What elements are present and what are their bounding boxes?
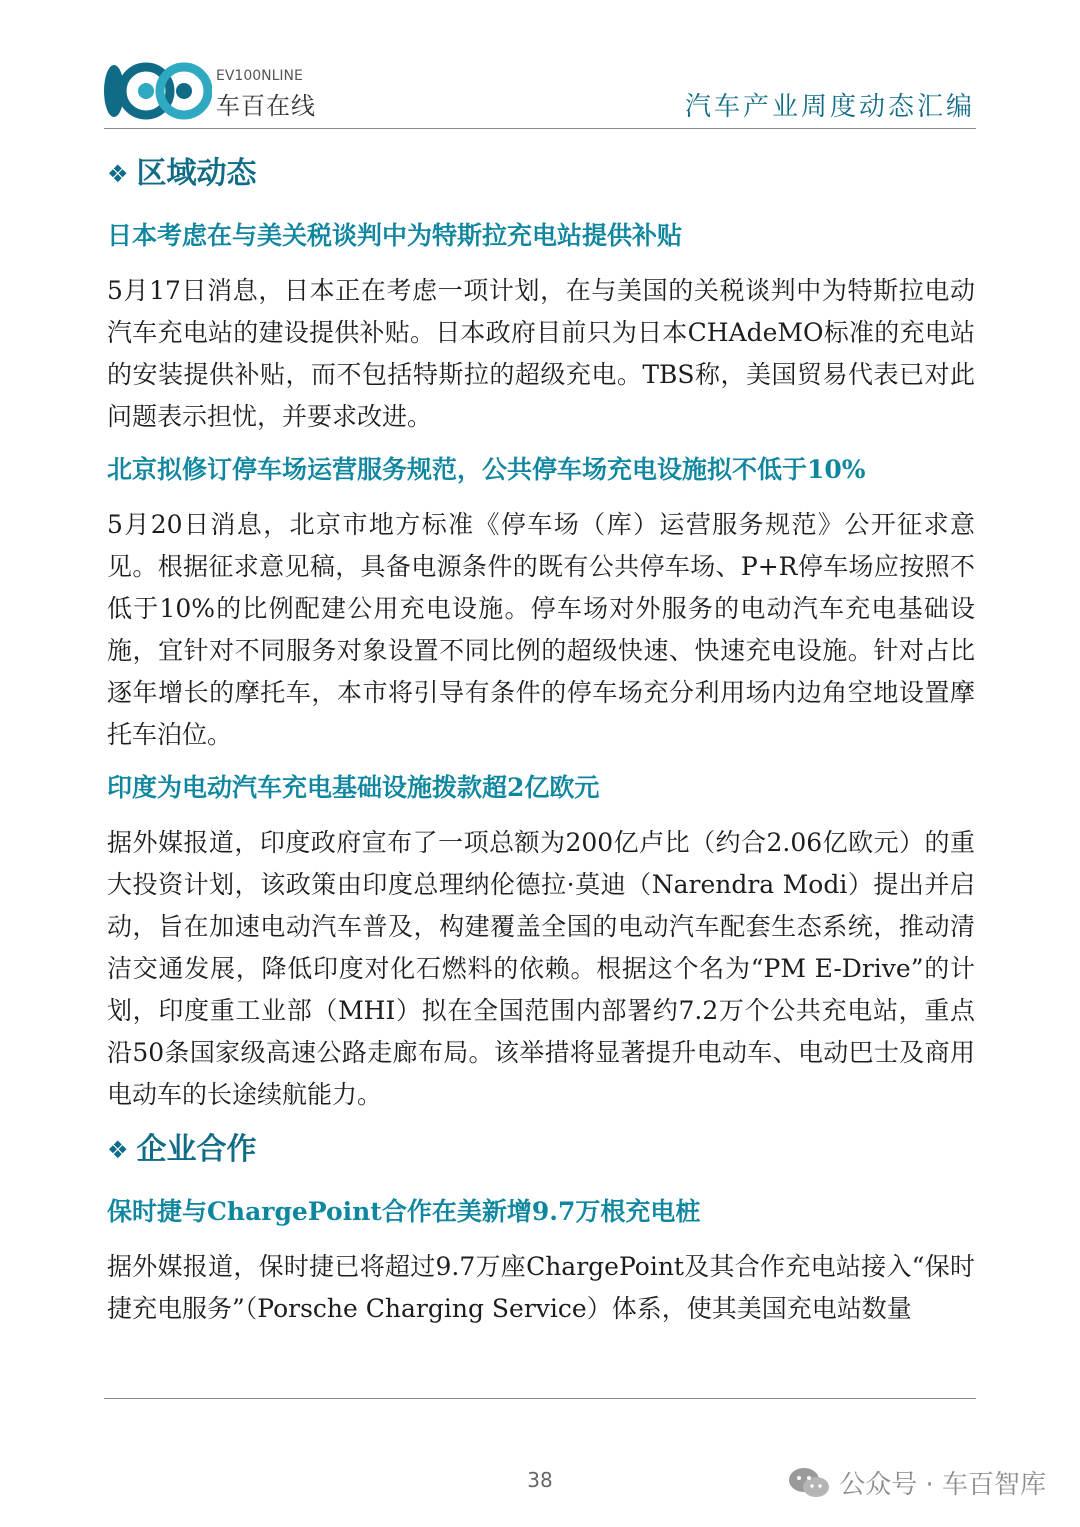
section-title-cooperation: ❖ 企业合作: [107, 1128, 975, 1172]
wechat-icon: [787, 1466, 831, 1500]
watermark-text: 公众号 · 车百智库: [839, 1470, 1046, 1500]
article-body: 5月20日消息，北京市地方标准《停车场（库）运营服务规范》公开征求意见。根据征求意见稿，具备电源条件的既有公共停车场、P+R停车场应按照不低于10%的比例配建公用充电设施。停车场对外服务的电动汽车充电基础设施，宜针对不同服务对象设置不同比例的超级快速、快速充电设施。针对占比逐年增长的摩托车，本市将引导有条件的停车场充分利用场内边角空地设置摩托车泊位。: [107, 510, 975, 749]
ev100-logo: [100, 60, 320, 122]
page-header: [0, 0, 1080, 130]
section-title-regional: ❖ 区域动态: [107, 152, 975, 196]
article-body: 据外媒报道，印度政府宣布了一项总额为200亿卢比（约合2.06亿欧元）的重大投资计划，该政策由印度总理纳伦德拉·莫迪（Narendra Modi）提出并启动，旨在加速电动汽车普及，构建覆盖全国的电动汽车配套生态系统，推动清洁交通发展，降低印度对化石燃料的依赖。根据这个名为“PM E-Drive”的计划，印度重工业部（MHI）拟在全国范围内部署约7.2万个公共充电站，重点沿50条国家级高速公路走廊布局。该举措将显著提升电动车、电动巴士及商用电动车的长途续航能力。: [107, 828, 975, 1109]
header-divider: [104, 128, 976, 129]
footer-divider: [104, 1398, 976, 1399]
page-number: 38: [527, 1468, 553, 1492]
diamond-bullet-icon: ❖: [107, 1136, 129, 1164]
page-content: [107, 140, 975, 1342]
diamond-bullet-icon: ❖: [107, 160, 129, 188]
ev100-logo-icon: [100, 60, 212, 122]
article-headline: 北京拟修订停车场运营服务规范，公共停车场充电设施拟不低于10%: [107, 455, 866, 484]
article-body: 据外媒报道，保时捷已将超过9.7万座ChargePoint及其合作充电站接入“保时捷充电服务”（Porsche Charging Service）体系，使其美国充电站数量: [107, 1252, 975, 1323]
article-headline: 印度为电动汽车充电基础设施拨款超2亿欧元: [107, 773, 600, 802]
wechat-watermark: [787, 1464, 1046, 1501]
logo-chinese-text: 车百在线: [216, 92, 316, 120]
article-headline: 保时捷与ChargePoint合作在美新增9.7万根充电桩: [107, 1197, 701, 1226]
header-title: 汽车产业周度动态汇编: [684, 92, 975, 122]
logo-english-text: EV100NLINE: [216, 68, 303, 84]
article-headline: 日本考虑在与美关税谈判中为特斯拉充电站提供补贴: [107, 221, 683, 250]
article-body: 5月17日消息，日本正在考虑一项计划，在与美国的关税谈判中为特斯拉电动汽车充电站的建设提供补贴。日本政府目前只为日本CHAdeMO标准的充电站的安装提供补贴，而不包括特斯拉的超级充电。TBS称，美国贸易代表已对此问题表示担忧，并要求改进。: [107, 276, 975, 431]
